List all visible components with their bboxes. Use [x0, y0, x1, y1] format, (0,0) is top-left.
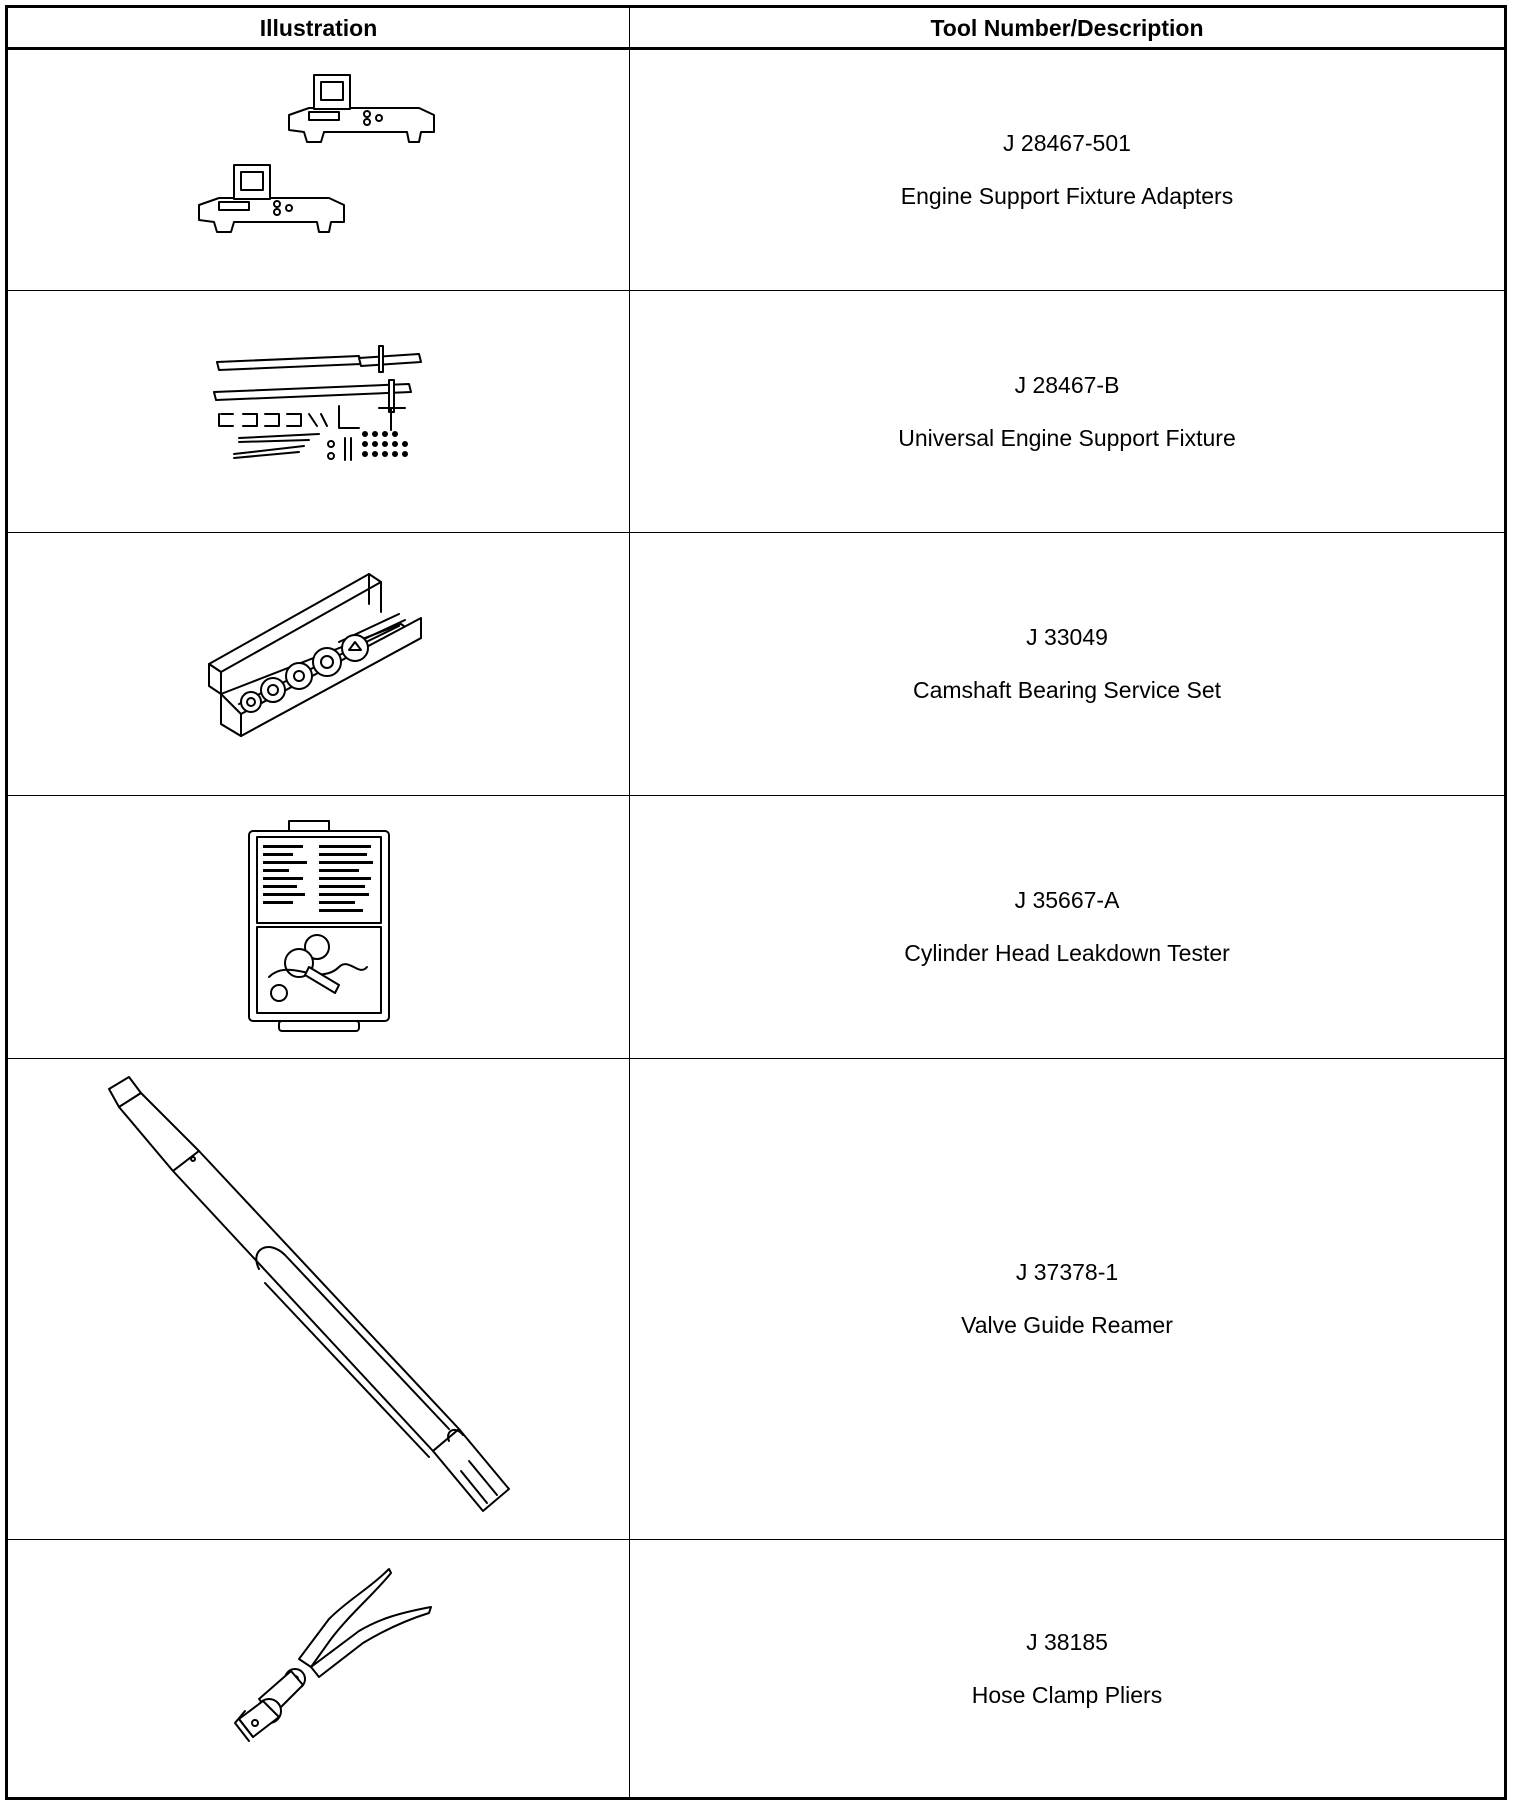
- table-row: [630, 1540, 1504, 1798]
- header-tool-description: Tool Number/Description: [930, 14, 1204, 41]
- tool-description: Valve Guide Reamer: [961, 1312, 1173, 1338]
- tool-number: J 38185: [1026, 1629, 1108, 1655]
- table-row-illustration: [8, 50, 629, 290]
- engine-support-fixture-adapters-icon: [189, 70, 449, 270]
- tool-number: J 37378-1: [1015, 1259, 1119, 1285]
- hose-clamp-pliers-icon: [199, 1559, 439, 1779]
- tool-description: Camshaft Bearing Service Set: [912, 677, 1222, 703]
- table-row-illustration: [8, 533, 629, 795]
- header-illustration: Illustration: [259, 14, 378, 41]
- camshaft-bearing-service-set-icon: [199, 564, 439, 764]
- tool-number: J 28467-501: [1003, 130, 1131, 156]
- tool-number: J 33049: [1026, 624, 1108, 650]
- tool-description: Hose Clamp Pliers: [971, 1682, 1163, 1708]
- table-row: [630, 291, 1504, 532]
- table-row: [630, 796, 1504, 1058]
- table-row-illustration: [8, 796, 629, 1058]
- tool-description: Universal Engine Support Fixture: [898, 424, 1236, 451]
- tool-number: J 35667-A: [1014, 887, 1120, 913]
- valve-guide-reamer-icon: [89, 1069, 549, 1529]
- table-row: [630, 533, 1504, 795]
- table-row-illustration: [8, 291, 629, 532]
- table-row-illustration: [8, 1540, 629, 1798]
- tool-description: Engine Support Fixture Adapters: [900, 183, 1234, 209]
- table-row: [630, 1059, 1504, 1539]
- cylinder-head-leakdown-tester-icon: [239, 817, 399, 1037]
- universal-engine-support-fixture-icon: [209, 342, 429, 482]
- tool-description: Cylinder Head Leakdown Tester: [904, 940, 1230, 966]
- table-row-illustration: [8, 1059, 629, 1539]
- tool-number: J 28467-B: [1014, 371, 1120, 398]
- table-row: [630, 50, 1504, 290]
